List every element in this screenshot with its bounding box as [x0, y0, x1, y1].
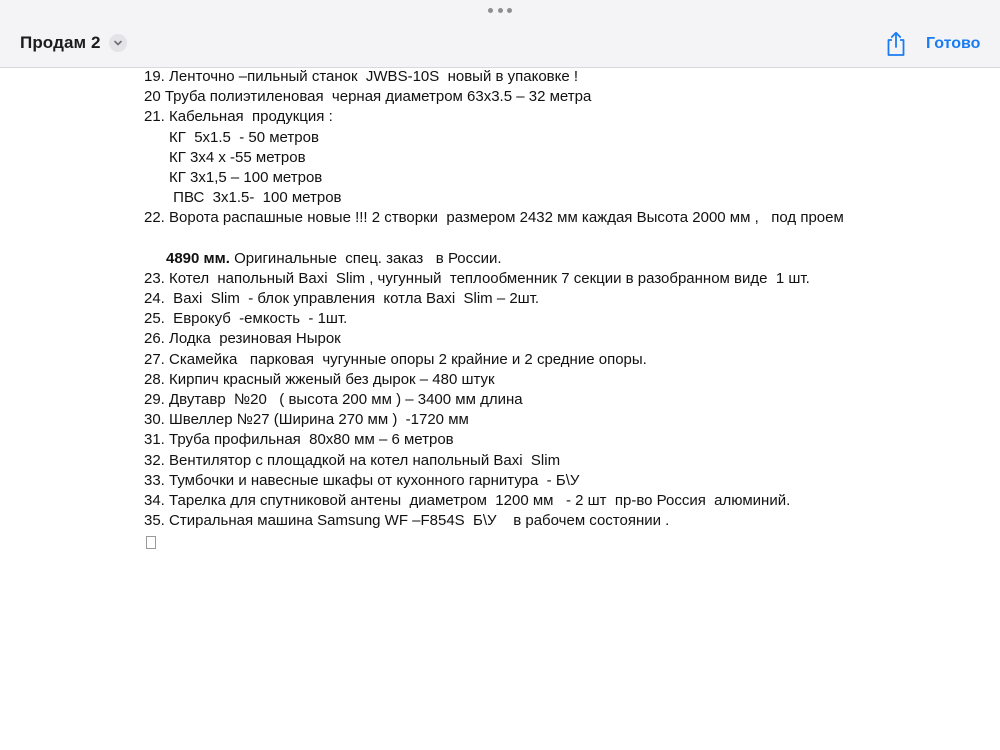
doc-line: 20 Труба полиэтиленовая черная диаметром 63х3.5 – 32 метра: [144, 88, 592, 106]
placeholder-glyph-icon: [146, 536, 156, 549]
doc-line: 21. Кабельная продукция :: [144, 108, 333, 126]
chevron-down-icon[interactable]: [109, 34, 127, 52]
doc-line: 32. Вентилятор с площадкой на котел напольный Baxi Slim: [144, 451, 561, 469]
doc-line: 25. Еврокуб -емкость - 1шт.: [144, 310, 348, 328]
done-button[interactable]: Готово: [926, 35, 981, 52]
doc-line: 28. Кирпич красный жженый без дырок – 480 штук: [144, 370, 495, 388]
doc-line: 22. Ворота распашные новые !!! 2 створки размером 2432 мм каждая Высота 2000 мм , под проем: [144, 209, 844, 227]
doc-line: 30. Швеллер №27 (Ширина 270 мм ) -1720 мм: [144, 411, 469, 429]
doc-line-continuation: [144, 249, 984, 269]
doc-line: ПВС 3х1.5- 100 метров: [144, 189, 342, 207]
document-title-menu[interactable]: [20, 33, 127, 53]
doc-line: 31. Труба профильная 80х80 мм – 6 метров: [144, 431, 454, 449]
doc-line: КГ 5х1.5 - 50 метров: [144, 128, 319, 146]
doc-line-blank: [144, 229, 984, 249]
cursor-line[interactable]: [144, 531, 984, 551]
doc-line: 19. Ленточно –пильный станок JWBS-10S новый в упаковке !: [144, 68, 579, 85]
doc-line: КГ 3х1,5 – 100 метров: [144, 168, 323, 186]
share-icon[interactable]: [884, 31, 908, 57]
document-title[interactable]: Продам 2: [20, 33, 101, 52]
dimension-bold-text: 4890 мм.: [166, 249, 230, 267]
doc-line: 26. Лодка резиновая Нырок: [144, 330, 341, 348]
doc-line: 34. Тарелка для спутниковой антены диаметром 1200 мм - 2 шт пр-во Россия алюминий.: [144, 491, 791, 509]
continuation-text: Оригинальные спец. заказ в России.: [229, 249, 502, 267]
title-bar: [0, 0, 1000, 68]
doc-line: 35. Стиральная машина Samsung WF –F854S Б\У в рабочем состоянии .: [144, 512, 670, 530]
doc-line: 23. Котел напольный Baxi Slim , чугунный теплообменник 7 секции в разобранном виде 1 шт.: [144, 269, 810, 287]
document-body[interactable]: [144, 67, 984, 552]
doc-line: КГ 3х4 х -55 метров: [144, 148, 306, 166]
doc-line: 27. Скамейка парковая чугунные опоры 2 крайние и 2 средние опоры.: [144, 350, 647, 368]
more-dots-icon[interactable]: [488, 6, 512, 14]
doc-line: 24. Baxi Slim - блок управления котла Baxi Slim – 2шт.: [144, 290, 540, 308]
doc-line: 33. Тумбочки и навесные шкафы от кухонного гарнитура - Б\У: [144, 471, 580, 489]
doc-line: 29. Двутавр №20 ( высота 200 мм ) – 3400 мм длина: [144, 391, 523, 408]
